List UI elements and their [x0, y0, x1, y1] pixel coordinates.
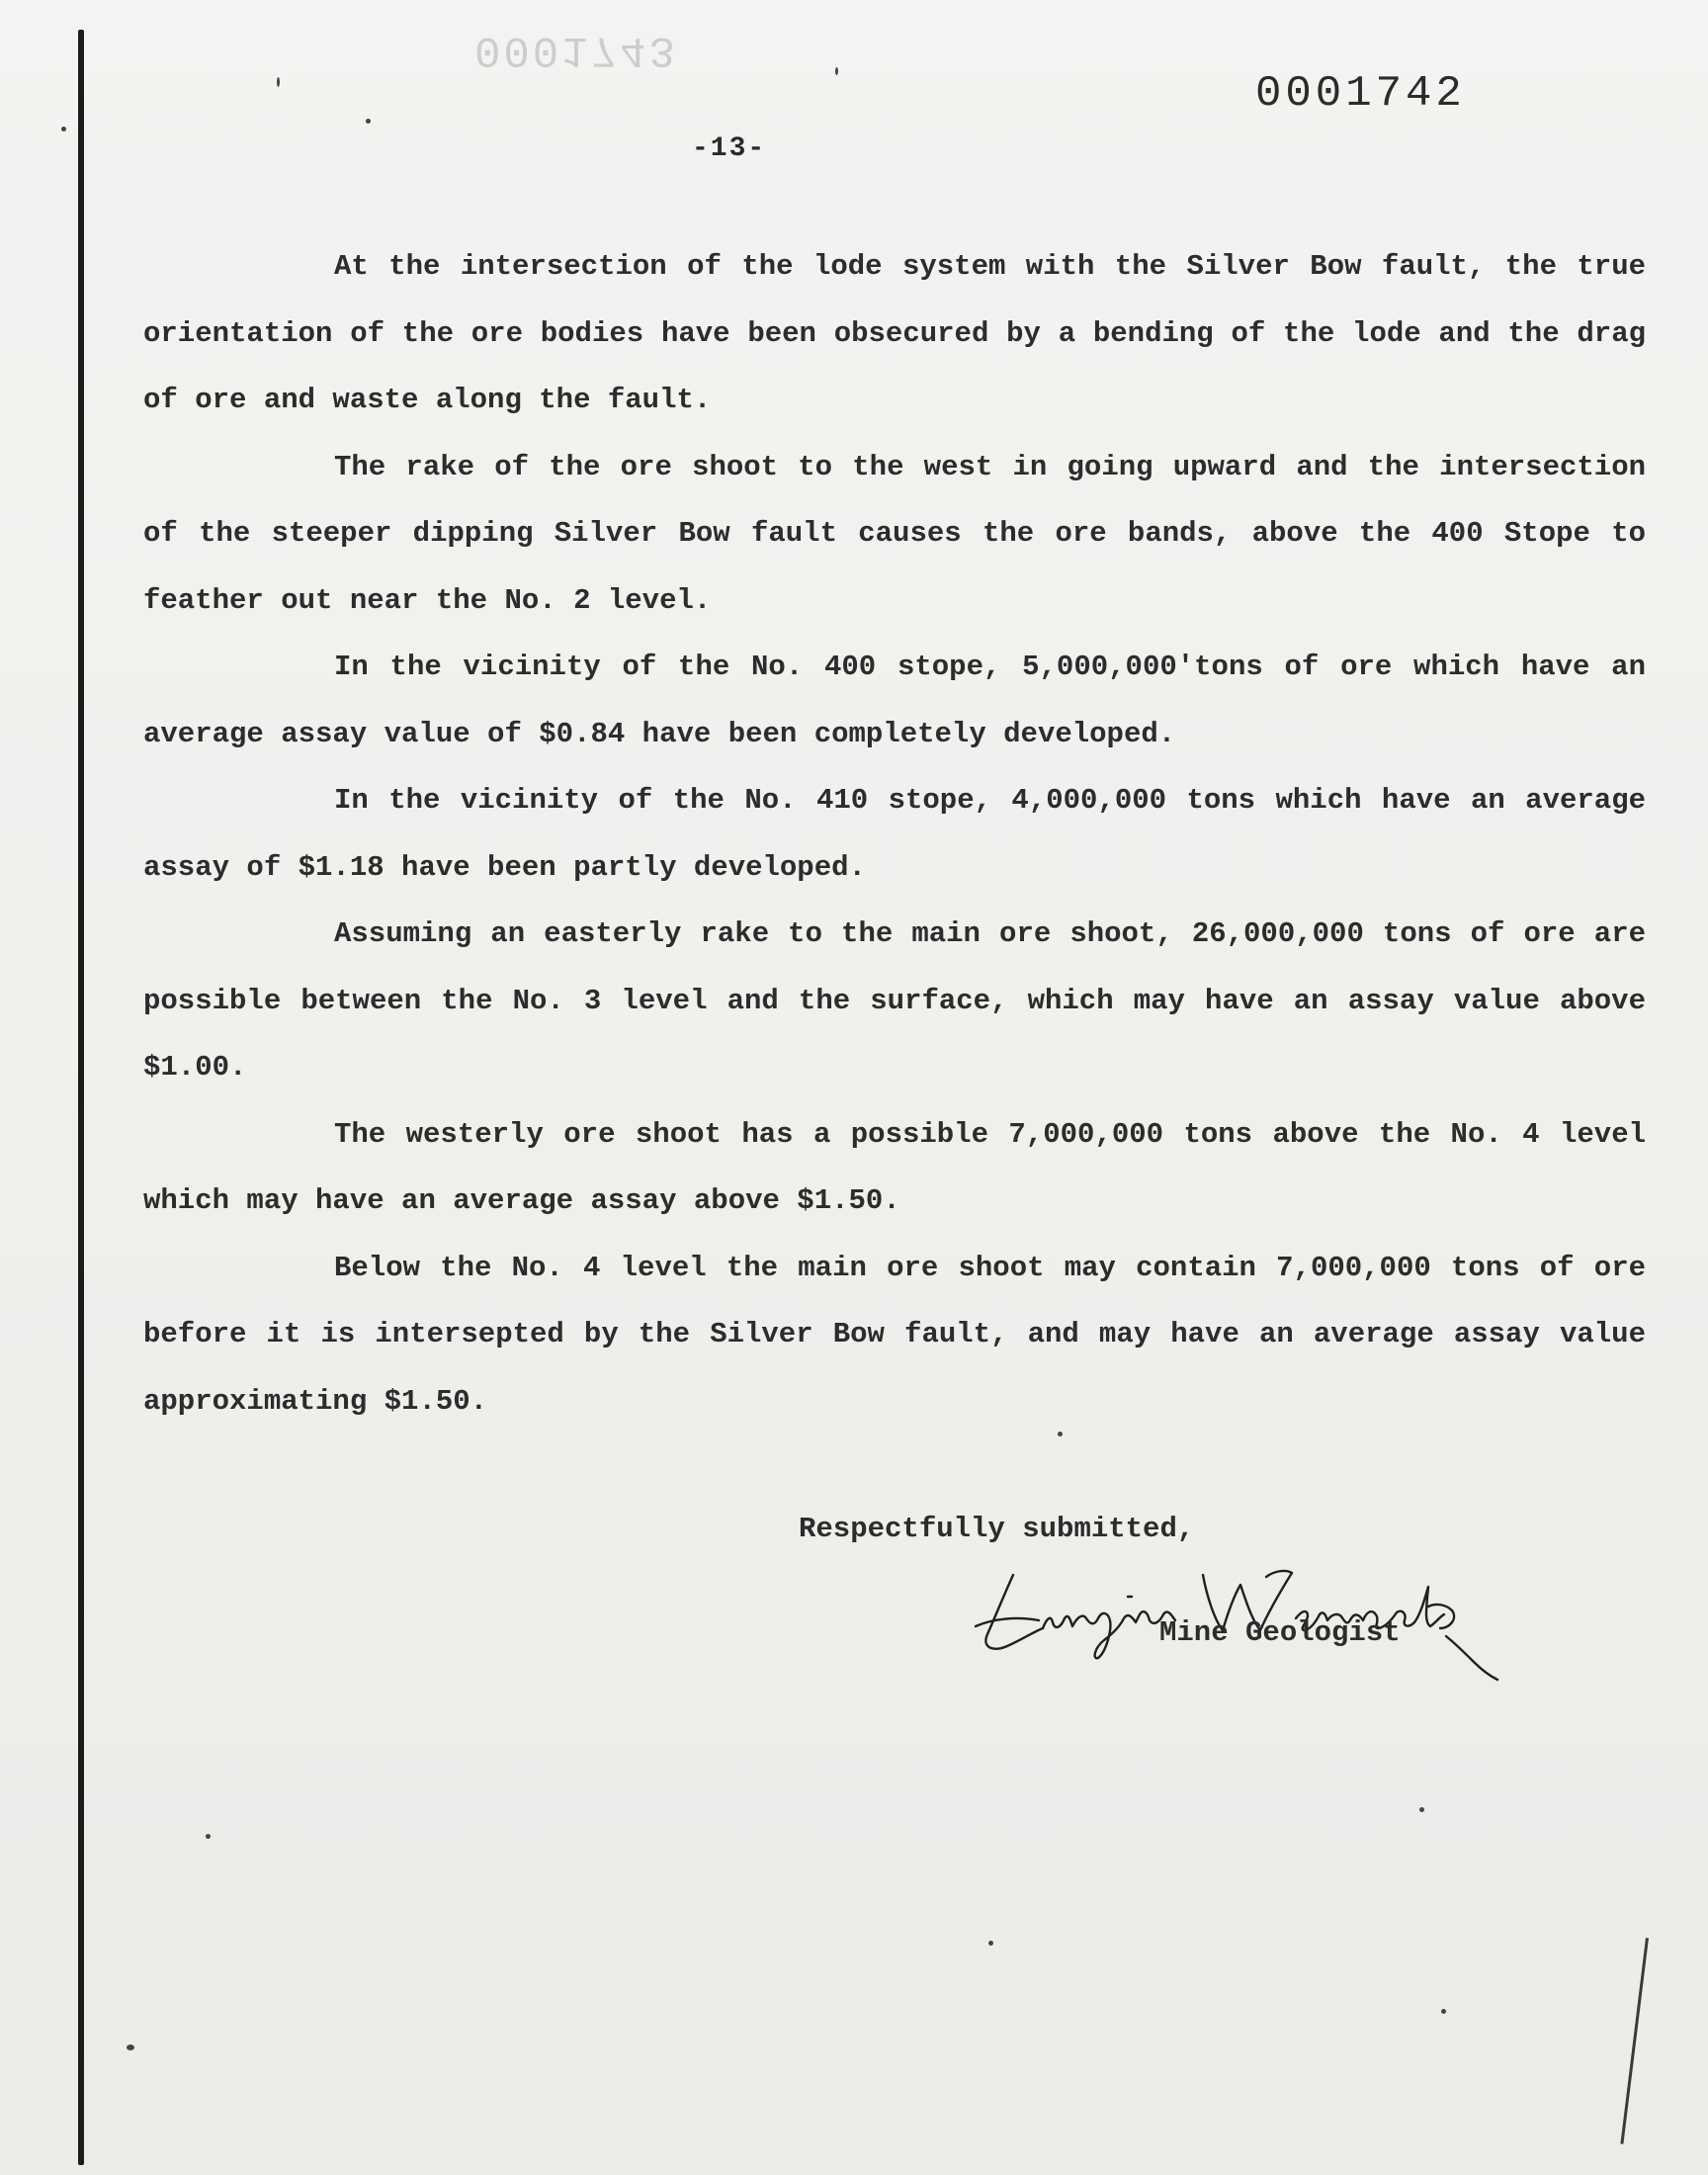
page-number: -13- — [692, 133, 767, 164]
paragraph: The westerly ore shoot has a possible 7,000,000 tons above the No. 4 level which may have an average assay above $1.50. — [143, 1117, 1646, 1217]
paragraph: Below the No. 4 level the main ore shoot may contain 7,000,000 tons of ore before it is intersepted by the Silver Bow fault, and may have an average assay value approximating $1.50. — [143, 1251, 1646, 1418]
scan-speck — [1058, 1432, 1063, 1436]
scan-speck — [277, 77, 280, 87]
paragraph: At the intersection of the lode system with the Silver Bow fault, the true orientation of the ore bodies have been obsecured by a bending of the lode and the drag of ore and waste along the fault. — [143, 250, 1646, 416]
report-body — [143, 233, 1646, 1435]
right-edge-mark — [1620, 1938, 1649, 2144]
scan-speck — [206, 1834, 211, 1839]
paragraph: Assuming an easterly rake to the main ore shoot, 26,000,000 tons of ore are possible between the No. 3 level and the surface, which may have an assay value above $1.00. — [143, 917, 1646, 1084]
signatory-title: Mine Geologist — [1159, 1616, 1401, 1649]
ghost-stamp: 0001743 — [474, 25, 678, 74]
scan-speck — [988, 1941, 993, 1946]
scan-speck — [835, 67, 838, 75]
scan-speck — [366, 119, 371, 124]
left-margin-rule — [78, 30, 84, 2165]
paragraph: The rake of the ore shoot to the west in going upward and the intersection of the steeper dipping Silver Bow fault causes the ore bands, above the 400 Stope to feather out near the No. 2 level. — [143, 450, 1646, 617]
scan-speck — [127, 2044, 134, 2050]
scan-speck — [1419, 1807, 1424, 1812]
document-number: 0001742 — [1255, 69, 1466, 119]
scan-speck — [61, 127, 66, 131]
paragraph: In the vicinity of the No. 400 stope, 5,000,000′tons of ore which have an average assay value of $0.84 have been completely developed. — [143, 651, 1646, 750]
closing-salutation: Respectfully submitted, — [799, 1513, 1195, 1545]
scan-speck — [1441, 2009, 1446, 2014]
paragraph: In the vicinity of the No. 410 stope, 4,000,000 tons which have an average assay of $1.18 have been partly developed. — [143, 784, 1646, 884]
